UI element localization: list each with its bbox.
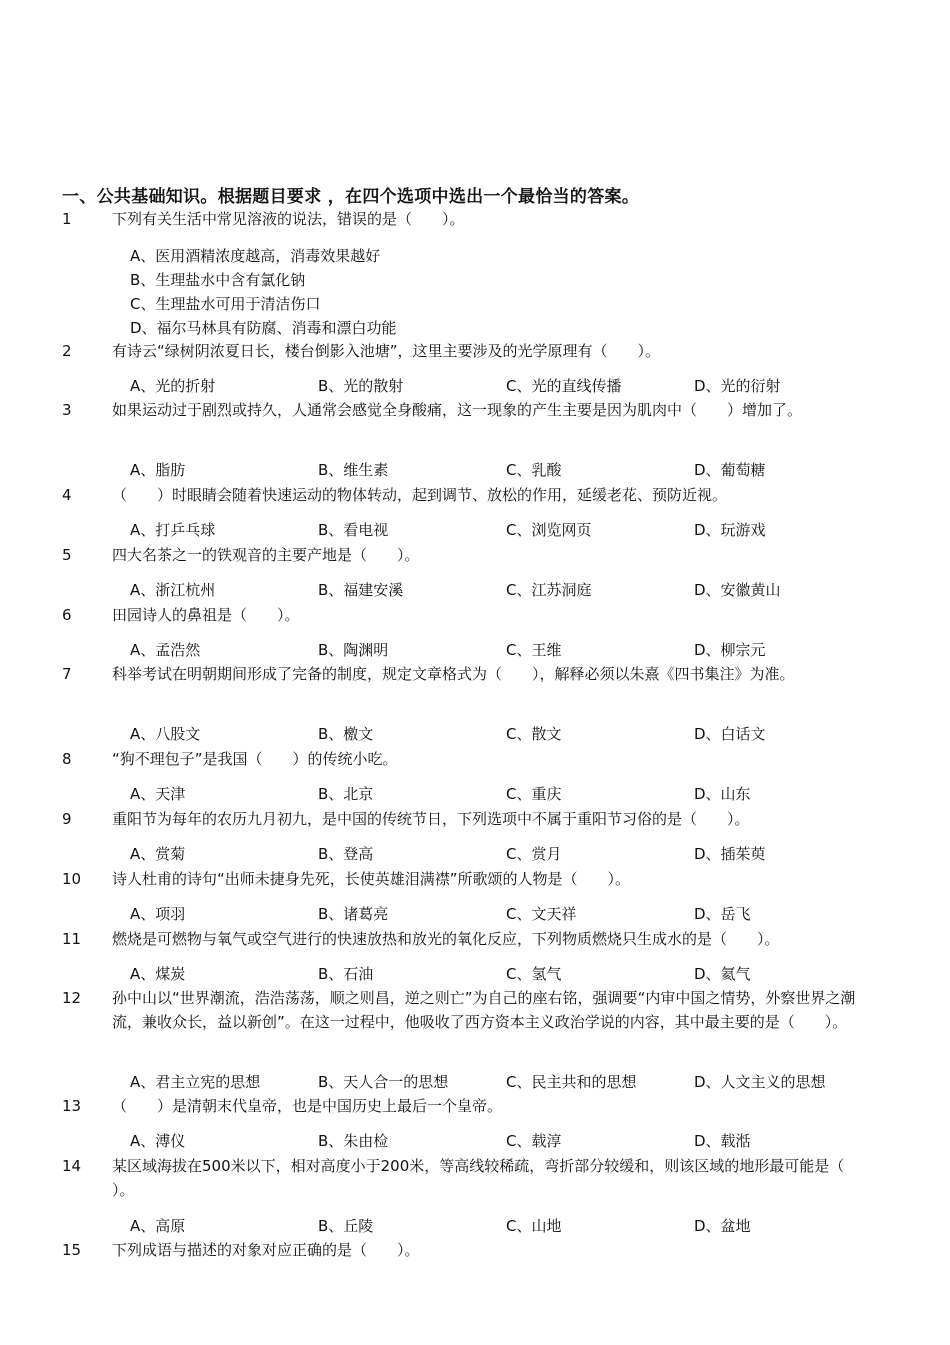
question-number: 9 xyxy=(62,810,72,828)
question-number: 2 xyxy=(62,342,72,360)
option-c: C、文天祥 xyxy=(506,905,577,923)
option-c: C、载淳 xyxy=(506,1132,562,1150)
option-a: A、浙江杭州 xyxy=(130,581,216,599)
option-d: D、安徽黄山 xyxy=(694,581,781,599)
option-a: A、八股文 xyxy=(130,725,201,743)
option-a: A、脂肪 xyxy=(130,461,186,479)
option-d: D、福尔马林具有防腐、消毒和漂白功能 xyxy=(130,319,397,337)
option-c: C、浏览网页 xyxy=(506,521,592,539)
question-number: 8 xyxy=(62,750,72,768)
option-c: C、散文 xyxy=(506,725,562,743)
option-d: D、柳宗元 xyxy=(694,641,766,659)
option-d: D、山东 xyxy=(694,785,751,803)
option-d: D、葡萄糖 xyxy=(694,461,766,479)
option-c: C、山地 xyxy=(506,1217,562,1235)
option-d: D、光的衍射 xyxy=(694,377,781,395)
option-c: C、江苏洞庭 xyxy=(506,581,592,599)
section-title: 一、公共基础知识。根据题目要求 ，在四个选项中选出一个最恰当的答案。 xyxy=(62,187,640,207)
question-text: 四大名茶之一的铁观音的主要产地是（ ）。 xyxy=(112,546,420,564)
question-number: 4 xyxy=(62,486,72,504)
option-c: C、生理盐水可用于清洁伤口 xyxy=(130,295,321,313)
option-c: C、氢气 xyxy=(506,965,562,983)
option-b: B、朱由检 xyxy=(318,1132,389,1150)
option-a: A、光的折射 xyxy=(130,377,216,395)
option-d: D、人文主义的思想 xyxy=(694,1073,826,1091)
option-b: B、天人合一的思想 xyxy=(318,1073,449,1091)
option-a: A、君主立宪的思想 xyxy=(130,1073,261,1091)
option-b: B、登高 xyxy=(318,845,374,863)
question-text: 孙中山以“世界潮流，浩浩荡荡，顺之则昌，逆之则亡”为自己的座右铭，强调要“内审中国之情势，外察世界之潮流，兼收众长，益以新创”。在这一过程中，他吸收了西方资本主义政治学说的内容，其中最主要的是（ ）。 xyxy=(112,989,856,1031)
option-d: D、白话文 xyxy=(694,725,766,743)
option-b: B、陶渊明 xyxy=(318,641,389,659)
option-a: A、项羽 xyxy=(130,905,186,923)
option-c: C、光的直线传播 xyxy=(506,377,622,395)
option-b: B、生理盐水中含有氯化钠 xyxy=(130,271,306,289)
option-a: A、打乒乓球 xyxy=(130,521,216,539)
option-b: B、看电视 xyxy=(318,521,389,539)
option-a: A、天津 xyxy=(130,785,186,803)
option-a: A、孟浩然 xyxy=(130,641,201,659)
question-text: （ ）时眼睛会随着快速运动的物体转动，起到调节、放松的作用，延缓老花、预防近视。 xyxy=(112,486,728,504)
question-number: 1 xyxy=(62,210,72,228)
question-text: 某区域海拔在500米以下，相对高度小于200米，等高线较稀疏，弯折部分较缓和，则该区域的地形最可能是（ ）。 xyxy=(112,1157,875,1199)
option-c: C、赏月 xyxy=(506,845,562,863)
option-d: D、盆地 xyxy=(694,1217,751,1235)
option-b: B、福建安溪 xyxy=(318,581,404,599)
option-d: D、插茱萸 xyxy=(694,845,766,863)
option-d: D、载湉 xyxy=(694,1132,751,1150)
option-c: C、乳酸 xyxy=(506,461,562,479)
option-b: B、石油 xyxy=(318,965,374,983)
question-text: 科举考试在明朝期间形成了完备的制度，规定文章格式为（ ），解释必须以朱熹《四书集注》为准。 xyxy=(112,665,795,683)
option-d: D、氦气 xyxy=(694,965,751,983)
option-a: A、赏菊 xyxy=(130,845,186,863)
option-d: D、岳飞 xyxy=(694,905,751,923)
question-number: 10 xyxy=(62,870,82,888)
option-b: B、檄文 xyxy=(318,725,374,743)
option-b: B、丘陵 xyxy=(318,1217,374,1235)
option-d: D、玩游戏 xyxy=(694,521,766,539)
option-b: B、北京 xyxy=(318,785,374,803)
question-number: 7 xyxy=(62,665,72,683)
question-text: 燃烧是可燃物与氧气或空气进行的快速放热和放光的氧化反应，下列物质燃烧只生成水的是（ ）。 xyxy=(112,930,780,948)
option-c: C、民主共和的思想 xyxy=(506,1073,637,1091)
option-a: A、医用酒精浓度越高，消毒效果越好 xyxy=(130,247,381,265)
question-number: 13 xyxy=(62,1097,82,1115)
question-text: 诗人杜甫的诗句“出师未捷身先死，长使英雄泪满襟”所歌颂的人物是（ ）。 xyxy=(112,870,631,888)
option-a: A、高原 xyxy=(130,1217,186,1235)
option-c: C、王维 xyxy=(506,641,562,659)
question-text: 下列有关生活中常见溶液的说法，错误的是（ ）。 xyxy=(112,210,465,228)
option-b: B、光的散射 xyxy=(318,377,404,395)
question-number: 12 xyxy=(62,989,82,1007)
question-number: 6 xyxy=(62,606,72,624)
question-number: 15 xyxy=(62,1241,82,1259)
option-a: A、煤炭 xyxy=(130,965,186,983)
option-b: B、诸葛亮 xyxy=(318,905,389,923)
question-number: 5 xyxy=(62,546,72,564)
question-text: 如果运动过于剧烈或持久，人通常会感觉全身酸痛，这一现象的产生主要是因为肌肉中（ ）增加了。 xyxy=(112,401,803,419)
question-text: 重阳节为每年的农历九月初九，是中国的传统节日，下列选项中不属于重阳节习俗的是（ ）。 xyxy=(112,810,750,828)
question-text: 有诗云“绿树阴浓夏日长，楼台倒影入池塘”，这里主要涉及的光学原理有（ ）。 xyxy=(112,342,661,360)
option-c: C、重庆 xyxy=(506,785,562,803)
question-text: 田园诗人的鼻祖是（ ）。 xyxy=(112,606,300,624)
question-text: 下列成语与描述的对象对应正确的是（ ）。 xyxy=(112,1241,420,1259)
question-number: 11 xyxy=(62,930,82,948)
option-b: B、维生素 xyxy=(318,461,389,479)
question-text: “狗不理包子”是我国（ ）的传统小吃。 xyxy=(112,750,398,768)
question-number: 3 xyxy=(62,401,72,419)
question-text: （ ）是清朝末代皇帝，也是中国历史上最后一个皇帝。 xyxy=(112,1097,503,1115)
option-a: A、溥仪 xyxy=(130,1132,186,1150)
question-number: 14 xyxy=(62,1157,82,1175)
